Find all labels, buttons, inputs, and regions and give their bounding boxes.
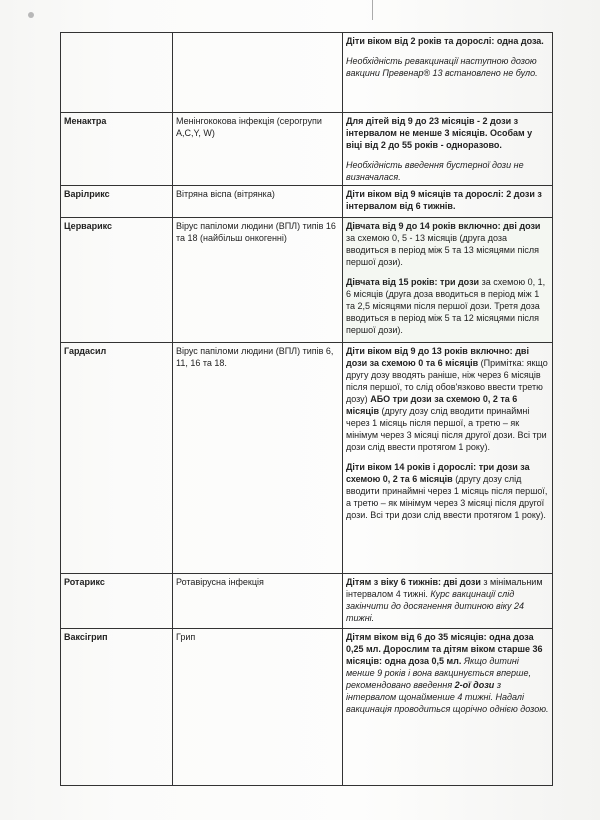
table-row <box>61 343 553 574</box>
vaccine-name-cell <box>61 33 173 113</box>
dosage-text: (Примітка: якщо другу дозу вводять раніше, ніж через 6 місяців після першої, то слід обов'язково ввести третю дозу) <box>346 358 548 404</box>
dosage-text: з інтервалом щонайменше 4 тижні. Надалі вакцинація проводиться щорічно однією дозою. <box>346 680 549 714</box>
dosage-cell <box>343 186 553 218</box>
vaccine-name-cell: Гардасил <box>61 343 173 574</box>
dosage-text: Діти віком від 2 років та дорослі: одна доза. <box>346 36 544 46</box>
dosage-text: (другу дозу слід вводити принаймні через 1 місяць після першої, а третю – як мінімум через 3 місяці після другої дози. Всі три дози слід ввести протягом 1 року). <box>346 406 547 452</box>
table-row <box>61 113 553 186</box>
table-row <box>61 218 553 343</box>
dosage-text: Діти віком від 9 місяців та дорослі: 2 дози з інтервалом від 6 тижнів. <box>346 189 542 211</box>
disease-cell: Грип <box>173 629 343 786</box>
dosage-text: АБО три дози за схемою 0, 2 та 6 місяців <box>346 394 518 416</box>
dosage-cell <box>343 218 553 343</box>
dosage-text: Дівчата від 9 до 14 років включно: дві дози <box>346 221 541 231</box>
vaccine-name-cell: Ротарикс <box>61 574 173 629</box>
dosage-text: три дози за схемою 0, 2 та 6 місяців <box>346 462 530 484</box>
disease-cell: Вітряна віспа (вітрянка) <box>173 186 343 218</box>
vaccine-name-cell: Менактра <box>61 113 173 186</box>
paragraph-gap <box>346 151 549 159</box>
dosage-text: Діти віком 14 років і дорослі: <box>346 462 477 472</box>
table-row <box>61 186 553 218</box>
dosage-text: Діти віком від 9 до 13 років включно: <box>346 346 513 356</box>
vaccine-name-cell: Церварикс <box>61 218 173 343</box>
dosage-text: за схемою 0, 1, 6 місяців (друга доза вводиться в період між 1 та 2,5 місяцями після першої дози. Третя доза вводиться в період між 5 та 12 місяцями після першої дози). <box>346 277 546 335</box>
dosage-text: Дівчата від 15 років: три дози <box>346 277 480 287</box>
dosage-text: Дорослим та дітям віком старше 36 місяців: одна доза 0,5 мл. <box>346 644 543 666</box>
dosage-text: Дітям з віку 6 тижнів: дві дози <box>346 577 481 587</box>
dosage-cell <box>343 113 553 186</box>
dosage-text: Якщо дитині менше 9 років і вона вакцинується вперше, рекомендовано введення <box>346 656 532 690</box>
dosage-text: Для дітей від 9 до 23 місяців - 2 дози з інтервалом не менше 3 місяців. Особам у віці від 2 до 55 років - одноразово. <box>346 116 533 150</box>
dosage-text: з мінімальним інтервалом 4 тижні. <box>346 577 543 599</box>
dosage-text: за схемою 0, 5 - 13 місяців (друга доза вводиться в період між 5 та 13 місяцями після першої дози). <box>346 233 540 267</box>
disease-cell: Вірус папіломи людини (ВПЛ) типів 16 та 18 (найбільш онкогенні) <box>173 218 343 343</box>
dosage-cell <box>343 343 553 574</box>
dosage-cell <box>343 33 553 113</box>
scan-speck <box>28 12 34 18</box>
dosage-text: (другу дозу слід вводити принаймні через 1 місяць після першої, а третю – як мінімум через 3 місяці після другої дози. Всі три дози слід ввести протягом 1 року). <box>346 474 548 520</box>
paragraph-gap <box>346 47 549 55</box>
disease-cell: Вірус папіломи людини (ВПЛ) типів 6, 11, 16 та 18. <box>173 343 343 574</box>
table-row <box>61 574 553 629</box>
disease-cell <box>173 33 343 113</box>
dosage-cell <box>343 574 553 629</box>
dosage-text: 2-ої дози <box>454 680 495 690</box>
paragraph-gap <box>346 268 549 276</box>
fold-mark <box>372 0 373 20</box>
dosage-text: Необхідність введення бустерної дози не визначалася. <box>346 160 524 182</box>
dosage-text: Курс вакцинації слід закінчити до досягнення дитиною віку 24 тижні. <box>346 589 525 623</box>
vaccine-name-cell: Ваксігрип <box>61 629 173 786</box>
disease-cell: Менінгококова інфекція (серогрупи A,C,Y, W) <box>173 113 343 186</box>
vaccine-table <box>60 32 553 786</box>
dosage-cell <box>343 629 553 786</box>
paragraph-gap <box>346 453 549 461</box>
table-row <box>61 629 553 786</box>
vaccine-name-cell: Варілрикс <box>61 186 173 218</box>
disease-cell: Ротавірусна інфекція <box>173 574 343 629</box>
table-row <box>61 33 553 113</box>
dosage-text: дві дози за схемою 0 та 6 місяців <box>346 346 529 368</box>
dosage-text: Дітям віком від 6 до 35 місяців: одна доза 0,25 мл. <box>346 632 534 654</box>
dosage-text: Необхідність ревакцинації наступною дозою вакцини Превенар® 13 встановлено не було. <box>346 56 538 78</box>
